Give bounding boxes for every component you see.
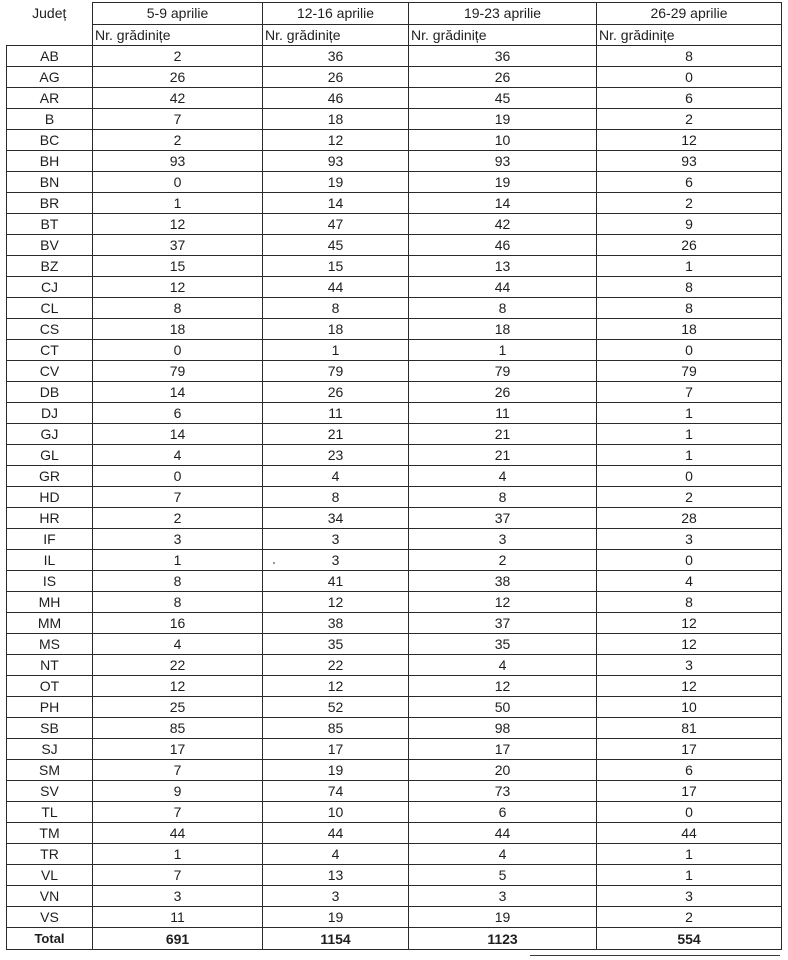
value-cell-week-2: 8 bbox=[263, 298, 409, 319]
value-cell-week-3: 3 bbox=[409, 529, 597, 550]
value-cell-week-3: 6 bbox=[409, 802, 597, 823]
county-cell: PH bbox=[7, 697, 93, 718]
county-cell: IL bbox=[7, 550, 93, 571]
value-cell-week-4: 3 bbox=[597, 529, 782, 550]
table-header bbox=[7, 3, 782, 46]
value-cell-week-2: 93 bbox=[263, 151, 409, 172]
value-cell-week-4: 2 bbox=[597, 193, 782, 214]
county-cell: IS bbox=[7, 571, 93, 592]
value-cell-week-4: 2 bbox=[597, 109, 782, 130]
county-cell: TL bbox=[7, 802, 93, 823]
value-cell-week-1: 93 bbox=[93, 151, 263, 172]
value-cell-week-4: 1 bbox=[597, 424, 782, 445]
value-cell-week-3: 26 bbox=[409, 67, 597, 88]
value-cell-week-1: 4 bbox=[93, 634, 263, 655]
county-cell: VS bbox=[7, 907, 93, 928]
table-row bbox=[7, 529, 782, 550]
total-row bbox=[7, 928, 782, 950]
county-cell: BT bbox=[7, 214, 93, 235]
table-row bbox=[7, 844, 782, 865]
value-cell-week-2: 12 bbox=[263, 676, 409, 697]
value-cell-week-3: 11 bbox=[409, 403, 597, 424]
value-cell-week-3: 73 bbox=[409, 781, 597, 802]
scan-speck bbox=[273, 562, 275, 564]
value-cell-week-1: 42 bbox=[93, 88, 263, 109]
value-cell-week-4: 17 bbox=[597, 739, 782, 760]
week-header-2: 12-16 aprilie bbox=[263, 3, 409, 25]
week-header-3: 19-23 aprilie bbox=[409, 3, 597, 25]
table-row bbox=[7, 424, 782, 445]
value-cell-week-4: 4 bbox=[597, 571, 782, 592]
value-cell-week-3: 45 bbox=[409, 88, 597, 109]
value-cell-week-4: 28 bbox=[597, 508, 782, 529]
value-cell-week-1: 22 bbox=[93, 655, 263, 676]
value-cell-week-2: 12 bbox=[263, 130, 409, 151]
value-cell-week-2: 44 bbox=[263, 277, 409, 298]
table-row bbox=[7, 88, 782, 109]
table-row bbox=[7, 907, 782, 928]
value-cell-week-3: 17 bbox=[409, 739, 597, 760]
table-row bbox=[7, 760, 782, 781]
value-cell-week-2: 14 bbox=[263, 193, 409, 214]
value-cell-week-4: 6 bbox=[597, 760, 782, 781]
table-row bbox=[7, 592, 782, 613]
county-cell: GL bbox=[7, 445, 93, 466]
value-cell-week-1: 14 bbox=[93, 424, 263, 445]
value-cell-week-4: 18 bbox=[597, 319, 782, 340]
county-cell: BC bbox=[7, 130, 93, 151]
value-cell-week-4: 1 bbox=[597, 403, 782, 424]
county-cell: DB bbox=[7, 382, 93, 403]
value-cell-week-4: 81 bbox=[597, 718, 782, 739]
value-cell-week-1: 1 bbox=[93, 844, 263, 865]
county-cell: SV bbox=[7, 781, 93, 802]
county-cell: CT bbox=[7, 340, 93, 361]
value-cell-week-4: 0 bbox=[597, 802, 782, 823]
value-cell-week-1: 2 bbox=[93, 508, 263, 529]
value-cell-week-1: 7 bbox=[93, 802, 263, 823]
value-cell-week-3: 42 bbox=[409, 214, 597, 235]
value-cell-week-3: 46 bbox=[409, 235, 597, 256]
value-cell-week-2: 3 bbox=[263, 529, 409, 550]
county-cell: BV bbox=[7, 235, 93, 256]
value-cell-week-4: 3 bbox=[597, 886, 782, 907]
value-cell-week-3: 18 bbox=[409, 319, 597, 340]
value-cell-week-1: 1 bbox=[93, 193, 263, 214]
document-page bbox=[6, 2, 782, 954]
value-cell-week-1: 12 bbox=[93, 277, 263, 298]
county-cell: BH bbox=[7, 151, 93, 172]
county-cell: CS bbox=[7, 319, 93, 340]
value-cell-week-3: 14 bbox=[409, 193, 597, 214]
table-row bbox=[7, 319, 782, 340]
county-cell: MH bbox=[7, 592, 93, 613]
value-cell-week-1: 79 bbox=[93, 361, 263, 382]
value-cell-week-4: 0 bbox=[597, 466, 782, 487]
county-cell: AB bbox=[7, 46, 93, 67]
county-cell: NT bbox=[7, 655, 93, 676]
value-cell-week-4: 12 bbox=[597, 613, 782, 634]
value-cell-week-1: 11 bbox=[93, 907, 263, 928]
value-cell-week-1: 17 bbox=[93, 739, 263, 760]
value-cell-week-3: 93 bbox=[409, 151, 597, 172]
value-cell-week-3: 20 bbox=[409, 760, 597, 781]
value-cell-week-3: 4 bbox=[409, 466, 597, 487]
table-row bbox=[7, 403, 782, 424]
value-cell-week-1: 8 bbox=[93, 298, 263, 319]
value-cell-week-2: 19 bbox=[263, 907, 409, 928]
value-cell-week-2: 26 bbox=[263, 67, 409, 88]
footer-rule bbox=[530, 955, 780, 956]
value-cell-week-1: 6 bbox=[93, 403, 263, 424]
value-cell-week-3: 21 bbox=[409, 424, 597, 445]
value-cell-week-4: 8 bbox=[597, 298, 782, 319]
table-row bbox=[7, 508, 782, 529]
value-cell-week-4: 79 bbox=[597, 361, 782, 382]
value-cell-week-4: 3 bbox=[597, 655, 782, 676]
value-cell-week-4: 0 bbox=[597, 550, 782, 571]
value-cell-week-4: 26 bbox=[597, 235, 782, 256]
value-cell-week-1: 25 bbox=[93, 697, 263, 718]
table-row bbox=[7, 382, 782, 403]
table-row bbox=[7, 487, 782, 508]
subheader-cell-3: Nr. grădinițe bbox=[409, 25, 597, 46]
value-cell-week-4: 12 bbox=[597, 634, 782, 655]
value-cell-week-4: 2 bbox=[597, 487, 782, 508]
value-cell-week-2: 18 bbox=[263, 109, 409, 130]
value-cell-week-4: 10 bbox=[597, 697, 782, 718]
value-cell-week-3: 19 bbox=[409, 907, 597, 928]
value-cell-week-2: 3 bbox=[263, 886, 409, 907]
table-row bbox=[7, 130, 782, 151]
value-cell-week-2: 45 bbox=[263, 235, 409, 256]
value-cell-week-3: 2 bbox=[409, 550, 597, 571]
value-cell-week-2: 47 bbox=[263, 214, 409, 235]
value-cell-week-1: 7 bbox=[93, 109, 263, 130]
subheader-row bbox=[7, 25, 782, 46]
county-cell: IF bbox=[7, 529, 93, 550]
value-cell-week-2: 3 bbox=[263, 550, 409, 571]
county-cell: GR bbox=[7, 466, 93, 487]
table-row bbox=[7, 886, 782, 907]
value-cell-week-3: 36 bbox=[409, 46, 597, 67]
value-cell-week-1: 8 bbox=[93, 571, 263, 592]
value-cell-week-4: 2 bbox=[597, 907, 782, 928]
value-cell-week-1: 26 bbox=[93, 67, 263, 88]
total-value-week-3: 1123 bbox=[409, 928, 597, 950]
county-column-header: Județ bbox=[7, 3, 93, 46]
table-row bbox=[7, 256, 782, 277]
county-cell: VL bbox=[7, 865, 93, 886]
value-cell-week-3: 8 bbox=[409, 298, 597, 319]
value-cell-week-3: 19 bbox=[409, 109, 597, 130]
value-cell-week-3: 4 bbox=[409, 844, 597, 865]
value-cell-week-2: 15 bbox=[263, 256, 409, 277]
value-cell-week-3: 19 bbox=[409, 172, 597, 193]
table-row bbox=[7, 277, 782, 298]
value-cell-week-4: 8 bbox=[597, 277, 782, 298]
table-row bbox=[7, 676, 782, 697]
table-row bbox=[7, 340, 782, 361]
value-cell-week-1: 2 bbox=[93, 130, 263, 151]
value-cell-week-2: 41 bbox=[263, 571, 409, 592]
subheader-cell-2: Nr. grădinițe bbox=[263, 25, 409, 46]
table-row bbox=[7, 655, 782, 676]
county-cell: BN bbox=[7, 172, 93, 193]
value-cell-week-2: 38 bbox=[263, 613, 409, 634]
value-cell-week-2: 21 bbox=[263, 424, 409, 445]
value-cell-week-3: 21 bbox=[409, 445, 597, 466]
county-cell: OT bbox=[7, 676, 93, 697]
value-cell-week-3: 8 bbox=[409, 487, 597, 508]
value-cell-week-2: 46 bbox=[263, 88, 409, 109]
value-cell-week-3: 12 bbox=[409, 592, 597, 613]
table-row bbox=[7, 634, 782, 655]
value-cell-week-2: 34 bbox=[263, 508, 409, 529]
value-cell-week-1: 0 bbox=[93, 466, 263, 487]
value-cell-week-3: 10 bbox=[409, 130, 597, 151]
value-cell-week-2: 35 bbox=[263, 634, 409, 655]
table-row bbox=[7, 865, 782, 886]
table-row bbox=[7, 445, 782, 466]
value-cell-week-2: 79 bbox=[263, 361, 409, 382]
value-cell-week-3: 5 bbox=[409, 865, 597, 886]
table-row bbox=[7, 781, 782, 802]
value-cell-week-3: 37 bbox=[409, 508, 597, 529]
county-cell: HD bbox=[7, 487, 93, 508]
value-cell-week-2: 4 bbox=[263, 844, 409, 865]
value-cell-week-4: 93 bbox=[597, 151, 782, 172]
value-cell-week-2: 19 bbox=[263, 172, 409, 193]
value-cell-week-2: 18 bbox=[263, 319, 409, 340]
value-cell-week-2: 36 bbox=[263, 46, 409, 67]
table-row bbox=[7, 298, 782, 319]
county-cell: CJ bbox=[7, 277, 93, 298]
value-cell-week-1: 8 bbox=[93, 592, 263, 613]
value-cell-week-4: 1 bbox=[597, 445, 782, 466]
value-cell-week-4: 6 bbox=[597, 172, 782, 193]
table-row bbox=[7, 67, 782, 88]
value-cell-week-3: 13 bbox=[409, 256, 597, 277]
value-cell-week-1: 4 bbox=[93, 445, 263, 466]
table-row bbox=[7, 613, 782, 634]
value-cell-week-4: 44 bbox=[597, 823, 782, 844]
county-cell: B bbox=[7, 109, 93, 130]
county-cell: TR bbox=[7, 844, 93, 865]
county-cell: CV bbox=[7, 361, 93, 382]
value-cell-week-3: 3 bbox=[409, 886, 597, 907]
value-cell-week-3: 38 bbox=[409, 571, 597, 592]
table-row bbox=[7, 466, 782, 487]
value-cell-week-4: 17 bbox=[597, 781, 782, 802]
value-cell-week-3: 44 bbox=[409, 277, 597, 298]
value-cell-week-1: 15 bbox=[93, 256, 263, 277]
value-cell-week-2: 17 bbox=[263, 739, 409, 760]
table-row bbox=[7, 172, 782, 193]
county-cell: GJ bbox=[7, 424, 93, 445]
value-cell-week-2: 22 bbox=[263, 655, 409, 676]
value-cell-week-1: 12 bbox=[93, 676, 263, 697]
value-cell-week-1: 3 bbox=[93, 529, 263, 550]
value-cell-week-1: 9 bbox=[93, 781, 263, 802]
value-cell-week-3: 79 bbox=[409, 361, 597, 382]
table-row bbox=[7, 802, 782, 823]
table-row bbox=[7, 718, 782, 739]
subheader-cell-4: Nr. grădinițe bbox=[597, 25, 782, 46]
county-cell: CL bbox=[7, 298, 93, 319]
total-value-week-2: 1154 bbox=[263, 928, 409, 950]
table-row bbox=[7, 550, 782, 571]
value-cell-week-1: 0 bbox=[93, 172, 263, 193]
value-cell-week-3: 12 bbox=[409, 676, 597, 697]
kindergartens-table bbox=[6, 2, 782, 950]
total-label: Total bbox=[7, 928, 93, 950]
value-cell-week-1: 12 bbox=[93, 214, 263, 235]
value-cell-week-1: 7 bbox=[93, 865, 263, 886]
value-cell-week-4: 1 bbox=[597, 844, 782, 865]
value-cell-week-2: 52 bbox=[263, 697, 409, 718]
county-cell: MS bbox=[7, 634, 93, 655]
value-cell-week-1: 7 bbox=[93, 760, 263, 781]
value-cell-week-1: 37 bbox=[93, 235, 263, 256]
county-cell: BZ bbox=[7, 256, 93, 277]
value-cell-week-1: 14 bbox=[93, 382, 263, 403]
county-cell: SM bbox=[7, 760, 93, 781]
county-cell: VN bbox=[7, 886, 93, 907]
value-cell-week-3: 1 bbox=[409, 340, 597, 361]
value-cell-week-1: 0 bbox=[93, 340, 263, 361]
value-cell-week-1: 3 bbox=[93, 886, 263, 907]
value-cell-week-3: 35 bbox=[409, 634, 597, 655]
value-cell-week-4: 9 bbox=[597, 214, 782, 235]
county-cell: BR bbox=[7, 193, 93, 214]
value-cell-week-3: 4 bbox=[409, 655, 597, 676]
value-cell-week-1: 16 bbox=[93, 613, 263, 634]
value-cell-week-1: 18 bbox=[93, 319, 263, 340]
county-cell: AR bbox=[7, 88, 93, 109]
value-cell-week-2: 11 bbox=[263, 403, 409, 424]
value-cell-week-2: 8 bbox=[263, 487, 409, 508]
value-cell-week-2: 85 bbox=[263, 718, 409, 739]
week-header-4: 26-29 aprilie bbox=[597, 3, 782, 25]
table-row bbox=[7, 739, 782, 760]
value-cell-week-1: 7 bbox=[93, 487, 263, 508]
total-value-week-1: 691 bbox=[93, 928, 263, 950]
county-cell: AG bbox=[7, 67, 93, 88]
table-row bbox=[7, 571, 782, 592]
value-cell-week-1: 44 bbox=[93, 823, 263, 844]
table-row bbox=[7, 193, 782, 214]
value-cell-week-3: 37 bbox=[409, 613, 597, 634]
value-cell-week-3: 50 bbox=[409, 697, 597, 718]
subheader-cell-1: Nr. grădinițe bbox=[93, 25, 263, 46]
county-cell: DJ bbox=[7, 403, 93, 424]
value-cell-week-4: 1 bbox=[597, 865, 782, 886]
week-header-row bbox=[7, 3, 782, 25]
value-cell-week-4: 6 bbox=[597, 88, 782, 109]
value-cell-week-1: 2 bbox=[93, 46, 263, 67]
week-header-1: 5-9 aprilie bbox=[93, 3, 263, 25]
value-cell-week-4: 1 bbox=[597, 256, 782, 277]
table-row bbox=[7, 151, 782, 172]
value-cell-week-4: 12 bbox=[597, 676, 782, 697]
table-row bbox=[7, 697, 782, 718]
value-cell-week-3: 44 bbox=[409, 823, 597, 844]
value-cell-week-2: 12 bbox=[263, 592, 409, 613]
county-cell: HR bbox=[7, 508, 93, 529]
value-cell-week-2: 1 bbox=[263, 340, 409, 361]
value-cell-week-2: 26 bbox=[263, 382, 409, 403]
value-cell-week-1: 85 bbox=[93, 718, 263, 739]
value-cell-week-2: 13 bbox=[263, 865, 409, 886]
value-cell-week-2: 44 bbox=[263, 823, 409, 844]
county-cell: TM bbox=[7, 823, 93, 844]
value-cell-week-2: 74 bbox=[263, 781, 409, 802]
value-cell-week-4: 0 bbox=[597, 67, 782, 88]
value-cell-week-1: 1 bbox=[93, 550, 263, 571]
county-cell: SJ bbox=[7, 739, 93, 760]
value-cell-week-4: 8 bbox=[597, 46, 782, 67]
value-cell-week-3: 98 bbox=[409, 718, 597, 739]
table-body bbox=[7, 46, 782, 950]
table-row bbox=[7, 109, 782, 130]
value-cell-week-2: 19 bbox=[263, 760, 409, 781]
value-cell-week-2: 23 bbox=[263, 445, 409, 466]
table-row bbox=[7, 823, 782, 844]
table-row bbox=[7, 46, 782, 67]
total-value-week-4: 554 bbox=[597, 928, 782, 950]
table-row bbox=[7, 361, 782, 382]
table-row bbox=[7, 214, 782, 235]
value-cell-week-2: 10 bbox=[263, 802, 409, 823]
value-cell-week-4: 8 bbox=[597, 592, 782, 613]
table-row bbox=[7, 235, 782, 256]
value-cell-week-3: 26 bbox=[409, 382, 597, 403]
county-cell: SB bbox=[7, 718, 93, 739]
value-cell-week-4: 12 bbox=[597, 130, 782, 151]
value-cell-week-4: 0 bbox=[597, 340, 782, 361]
value-cell-week-4: 7 bbox=[597, 382, 782, 403]
county-cell: MM bbox=[7, 613, 93, 634]
value-cell-week-2: 4 bbox=[263, 466, 409, 487]
